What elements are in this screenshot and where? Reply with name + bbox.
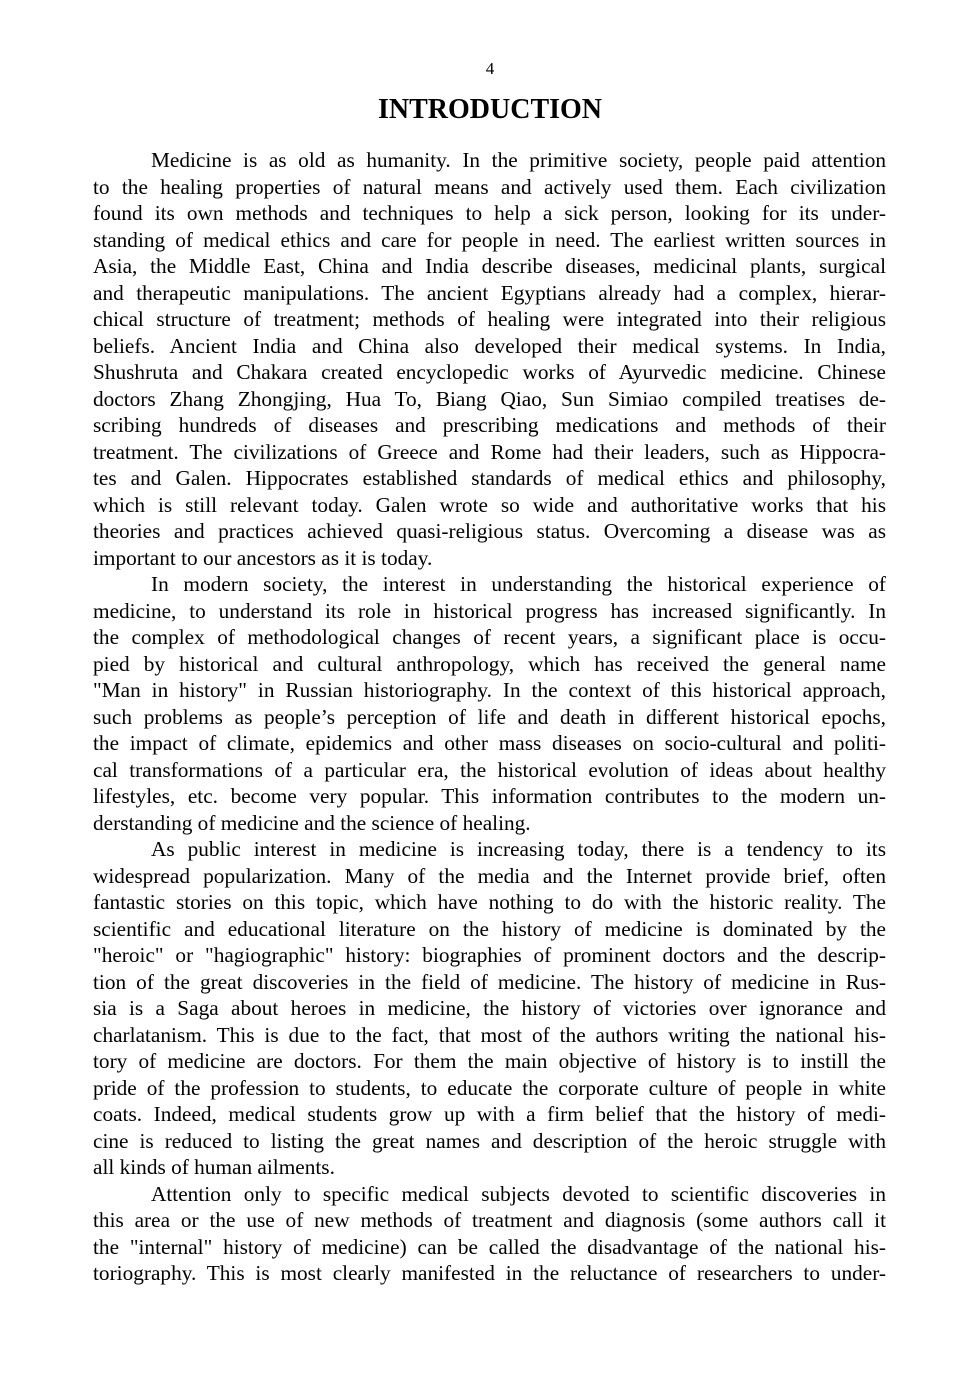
paragraph-1	[93, 147, 886, 571]
text-line: pied by historical and cultural anthropology, which has received the general name	[93, 651, 886, 676]
text-line: charlatanism. This is due to the fact, that most of the authors writing the national his-	[93, 1022, 886, 1047]
text-line: lifestyles, etc. become very popular. This information contributes to the modern un-	[93, 784, 886, 808]
page-title: INTRODUCTION	[377, 94, 603, 125]
paragraph-2	[93, 571, 886, 836]
text-line: Asia, the Middle East, China and India describe diseases, medicinal plants, surgical	[93, 254, 886, 278]
text-line: Attention only to specific medical subjects devoted to scientific discoveries in	[151, 1181, 886, 1206]
text-line: important to our ancestors as it is today.	[93, 545, 433, 570]
text-line: tory of medicine are doctors. For them the main objective of history is to instill the	[93, 1049, 886, 1073]
text-line: beliefs. Ancient India and China also developed their medical systems. In India,	[93, 333, 886, 358]
text-line: tes and Galen. Hippocrates established standards of medical ethics and philosophy,	[93, 466, 886, 490]
text-line: such problems as people’s perception of life and death in different historical epochs,	[93, 704, 886, 729]
text-line: coats. Indeed, medical students grow up with a firm belief that the history of medi-	[93, 1102, 886, 1126]
text-line: Medicine is as old as humanity. In the primitive society, people paid attention	[151, 148, 886, 172]
text-line: which is still relevant today. Galen wrote so wide and authoritative works that his	[93, 492, 886, 517]
text-line: pride of the profession to students, to educate the corporate culture of people in white	[93, 1075, 886, 1100]
text-line: derstanding of medicine and the science of healing.	[93, 810, 531, 835]
text-line: and therapeutic manipulations. The ancient Egyptians already had a complex, hierar-	[93, 280, 886, 305]
text-line: treatment. The civilizations of Greece and Rome had their leaders, such as Hippocra-	[93, 439, 886, 464]
text-line: widespread popularization. Many of the media and the Internet provide brief, often	[93, 863, 886, 888]
body-text	[93, 147, 886, 1287]
text-line: As public interest in medicine is increasing today, there is a tendency to its	[151, 837, 886, 861]
text-line: found its own methods and techniques to help a sick person, looking for its under-	[93, 201, 886, 225]
text-line: medicine, to understand its role in historical progress has increased significantly. In	[93, 598, 886, 623]
text-line: all kinds of human ailments.	[93, 1155, 335, 1179]
text-line: doctors Zhang Zhongjing, Hua To, Biang Qiao, Sun Simiao compiled treatises de-	[93, 386, 886, 411]
text-line: "heroic" or "hagiographic" history: biographies of prominent doctors and the descrip-	[93, 943, 886, 967]
text-line: scribing hundreds of diseases and prescribing medications and methods of their	[93, 413, 886, 437]
text-line: scientific and educational literature on the history of medicine is dominated by the	[93, 916, 886, 941]
text-line: cine is reduced to listing the great names and description of the heroic struggle with	[93, 1128, 886, 1153]
text-line: chical structure of treatment; methods of healing were integrated into their religious	[93, 307, 886, 331]
text-line: toriography. This is most clearly manifested in the reluctance of researchers to under-	[93, 1261, 886, 1285]
text-line: the "internal" history of medicine) can be called the disadvantage of the national his-	[93, 1234, 886, 1259]
text-line: this area or the use of new methods of treatment and diagnosis (some authors call it	[93, 1208, 886, 1232]
paragraph-4	[93, 1181, 886, 1287]
text-line: fantastic stories on this topic, which have nothing to do with the historic reality. The	[93, 890, 886, 914]
text-line: standing of medical ethics and care for people in need. The earliest written sources in	[93, 227, 886, 252]
text-line: In modern society, the interest in understanding the historical experience of	[151, 572, 886, 596]
text-line: the impact of climate, epidemics and other mass diseases on socio-cultural and politi-	[93, 731, 886, 755]
text-line: theories and practices achieved quasi-religious status. Overcoming a disease was as	[93, 519, 886, 543]
text-line: sia is a Saga about heroes in medicine, the history of victories over ignorance and	[93, 996, 886, 1020]
text-line: tion of the great discoveries in the field of medicine. The history of medicine in Rus-	[93, 969, 886, 994]
text-line: the complex of methodological changes of recent years, a significant place is occu-	[93, 625, 886, 649]
text-line: to the healing properties of natural means and actively used them. Each civilization	[93, 174, 886, 199]
text-line: "Man in history" in Russian historiography. In the context of this historical approach,	[93, 678, 886, 702]
text-line: Shushruta and Chakara created encyclopedic works of Ayurvedic medicine. Chinese	[93, 360, 886, 384]
text-line: cal transformations of a particular era, the historical evolution of ideas about healthy	[93, 757, 886, 782]
page-number: 4	[485, 59, 495, 78]
paragraph-3	[93, 836, 886, 1181]
